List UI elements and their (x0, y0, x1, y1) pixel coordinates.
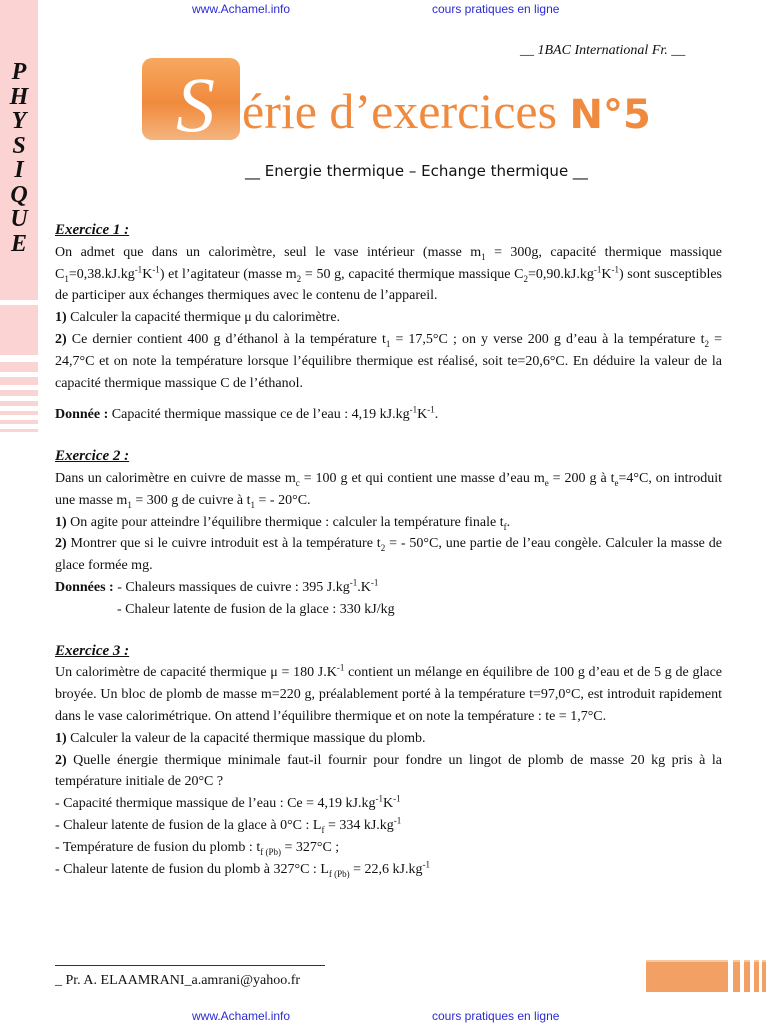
exercise-title: Exercice 3 : (55, 642, 130, 659)
exercise-intro: Un calorimètre de capacité thermique μ = 180 $J.K^{-1}$ contient un mélange en équilibre de 100 g d’eau et de 5 g de glace broyée. Un bloc de plomb de masse m=220 g, préalablement porté à la température t=97,0°C, est introduit rapidement dans le vase calorimétrique. On attend l’équilibre thermique et on note la température : te = 1,7°C. (55, 662, 722, 724)
question-2: 2) Ce dernier contient 400 g d’éthanol à la température $t_1 = 17,5^\circ C$ ; on y verse 200 g d’eau à la température $t_2 = 24,7^\circ C$ et on note la température lorsque l’équilibre thermique est réalisé, soit te=20,6°C. En déduire la valeur de la capacité thermique massique C de l’éthanol. (55, 331, 722, 391)
given-data: - Capacité thermique massique de l’eau : Ce = 4,19 $kJ.kg^{-1}K^{-1}$ (55, 793, 401, 812)
strip-bar (0, 429, 38, 432)
strip-bar (0, 390, 38, 396)
decor-bar (754, 960, 759, 992)
strip-bar (0, 401, 38, 406)
strip-bar (0, 362, 38, 372)
given-data: Données : - Chaleurs massiques de cuivre : 395 $J.kg^{-1}.K^{-1}$ (55, 577, 379, 595)
exercise-content (55, 220, 722, 880)
title-initial: S (176, 61, 215, 148)
question-1: 1) On agite pour atteindre l’équilibre thermique : calculer la température finale $t_f$. (55, 514, 511, 532)
given-data: Donnée : Capacité thermique massique ce de l’eau : 4,19 $kJ.kg^{-1}K^{-1}$. (55, 404, 439, 423)
subject-letter: U (10, 206, 28, 232)
author-footer: _ Pr. A. ELAAMRANI_a.amrani@yahoo.fr (55, 973, 301, 988)
decor-bar (744, 960, 750, 992)
exercise-title: Exercice 2 : (55, 448, 130, 465)
subject-strip (0, 0, 38, 440)
top-banner (0, 2, 768, 18)
exercise-2 (55, 446, 722, 620)
series-number: N°5 (569, 92, 651, 138)
footer-divider (55, 965, 325, 966)
strip-bar (0, 305, 38, 355)
class-level: __ 1BAC International Fr. __ (520, 43, 686, 58)
subject-letter: Y (11, 108, 27, 134)
page-title (242, 82, 651, 140)
question-2: 2) Quelle énergie thermique minimale faut-il fournir pour fondre un lingot de plomb de masse 20 kg pris à la température initiale de 20°C ? (55, 752, 722, 790)
subject-letter: I (14, 157, 24, 183)
strip-bar (0, 420, 38, 424)
given-data: - Chaleur latente de fusion de la glace à 0°C : $L_f = 334$ $kJ.kg^{-1}$ (55, 815, 402, 835)
exercise-1 (55, 220, 722, 426)
decor-bar (733, 960, 740, 992)
exercise-intro: Dans un calorimètre en cuivre de masse $m_c = 100$ g et qui contient une masse d’eau $m_e = 200$ g à $t_e=4^\circ C$, on introduit une masse $m_1 = 300$ g de cuivre à $t_1$ = - 20°C. (55, 470, 722, 510)
bottom-site-link[interactable]: www.Achamel.info (192, 1009, 291, 1023)
subject-vertical-label (4, 60, 34, 256)
subject-letter: P (11, 59, 27, 85)
question-2: 2) Montrer que si le cuivre introduit est à la température $t_2$ = - 50°C, une partie de l’eau congèle. Calculer la masse de glace formée mg. (55, 536, 722, 574)
given-data: - Chaleur latente de fusion de la glace : 330 kJ/kg (117, 601, 395, 617)
bottom-tagline: cours pratiques en ligne (432, 1009, 560, 1023)
question-1: 1) Calculer la valeur de la capacité thermique massique du plomb. (55, 730, 426, 746)
subject-letter: S (12, 132, 26, 159)
top-tagline: cours pratiques en ligne (432, 2, 560, 16)
strip-bar (0, 377, 38, 385)
exercise-title: Exercice 1 : (55, 222, 130, 238)
top-site-link[interactable]: www.Achamel.info (192, 2, 291, 16)
question-1: 1) Calculer la capacité thermique μ du calorimètre. (55, 310, 341, 326)
given-data: - Chaleur latente de fusion du plomb à 327°C : $L_{f (Pb)} = 22,6$ $kJ.kg^{-1}$ (55, 858, 430, 879)
decor-block (646, 960, 728, 992)
strip-bar (0, 411, 38, 415)
subject-letter: Q (10, 181, 28, 208)
decor-bar (762, 960, 766, 992)
title-text: érie d’exercices (242, 83, 570, 139)
given-data: - Température de fusion du plomb : $t_{f (Pb)} = 327^\circ C$ ; (55, 839, 340, 857)
page-subtitle: __ Energie thermique – Echange thermique __ (245, 162, 588, 180)
exercise-intro: On admet que dans un calorimètre, seul le vase intérieur (masse $m_1 = 300g$, capacité thermique massique $C_1=0,38.kJ.kg^{-1}K^{-1}$) et l’agitateur (masse $m_2 = 50$ g, capacité thermique massique $C_2=0,90.kJ.kg^{-1}K^{-1}$) sont susceptibles de participer aux échanges thermiques avec le contenu de l’appareil. (55, 244, 723, 304)
bottom-banner (0, 1009, 768, 1025)
exercise-3 (55, 641, 722, 881)
subject-letter: H (9, 83, 29, 110)
subject-letter: E (10, 230, 27, 257)
